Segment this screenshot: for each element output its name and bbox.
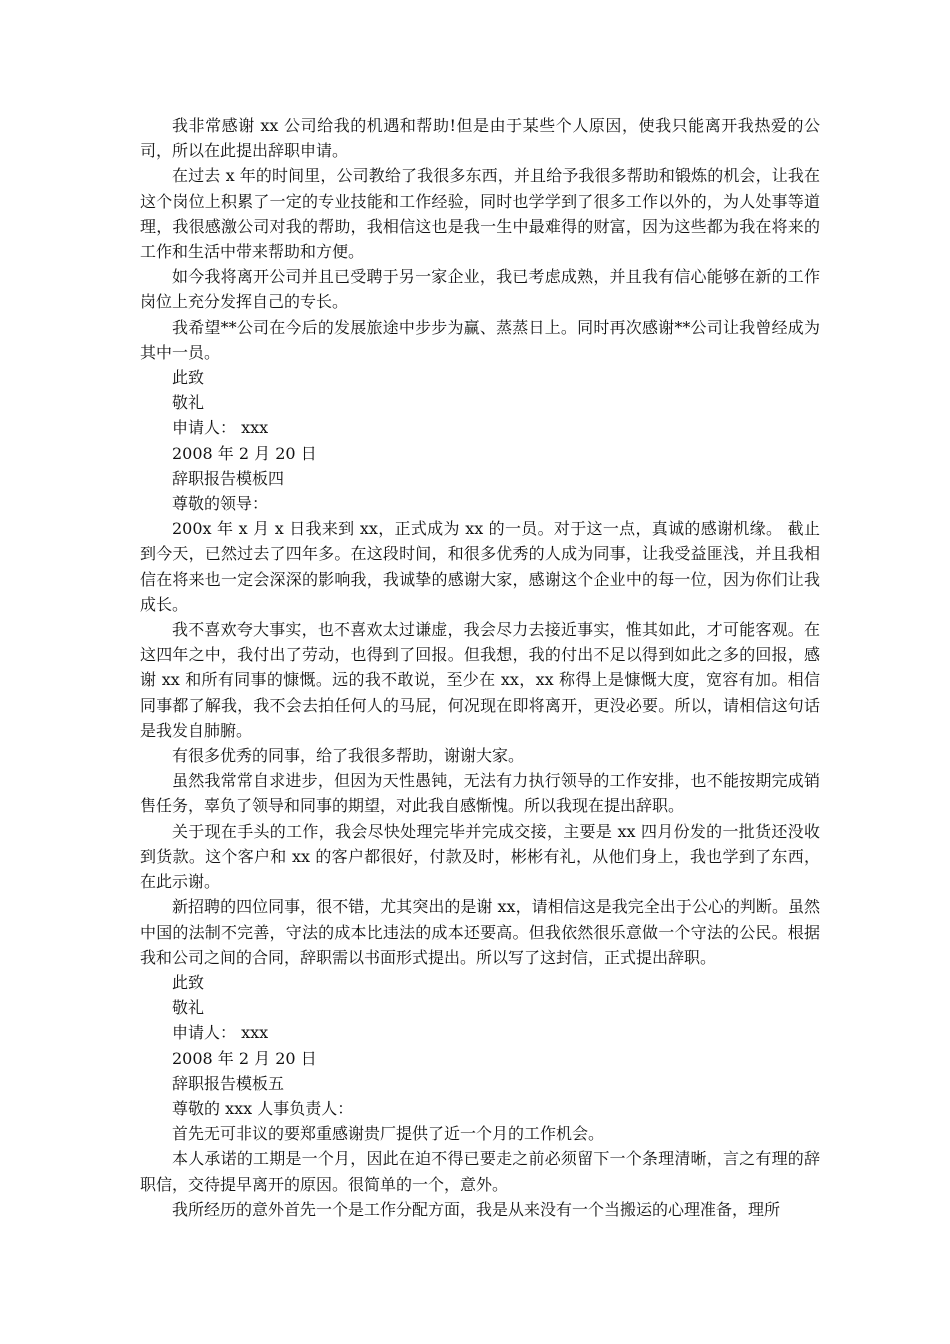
paragraph-colleagues: 有很多优秀的同事，给了我很多帮助，谢谢大家。 [172,746,525,766]
salutation-line: 尊敬的领导： [172,494,269,514]
closing-line-2: 敬礼 [172,998,205,1018]
paragraph-handover: 关于现在手头的工作，我会尽快处理完毕并完成交接，主要是 xx 四月份发的一批货还没收到货款。这个客户和 xx 的客户都很好，付款及时，彬彬有礼，从他们身上，我也学到了东西，在此示谢。 [140,821,820,892]
paragraph-thanks: 我非常感谢 xx 公司给我的机遇和帮助!但是由于某些个人原因，使我只能离开我热爱的公司，所以在此提出辞职申请。 [140,116,820,161]
closing-line-1: 此致 [172,972,205,992]
paragraph-facts: 我不喜欢夸大事实，也不喜欢太过谦虚，我会尽力去接近事实，惟其如此，才可能客观。在这四年之中，我付出了劳动，也得到了回报。但我想，我的付出不足以得到如此之多的回报，感谢 xx 和所有同事的慷慨。远的我不敢说，至少在 xx，xx 称得上是慷慨大度，宽容有加。相信同事都了解我，我不会去拍任何人的马屁，何况现在即将离开，更没必要。所以，请相信这句话是我发自肺腑。 [140,620,820,740]
closing-line-1: 此致 [172,368,205,388]
date-line: 2008 年 2 月 20 日 [172,1048,317,1068]
closing-line-2: 敬礼 [172,393,205,413]
opening-thanks-line: 首先无可非议的要郑重感谢贵厂提供了近一个月的工作机会。 [172,1124,605,1144]
paragraph-new-job: 如今我将离开公司并且已受聘于另一家企业，我已考虑成熟，并且我有信心能够在新的工作岗位上充分发挥自己的专长。 [140,267,820,312]
paragraph-experience: 在过去 x 年的时间里，公司教给了我很多东西，并且给予我很多帮助和锻炼的机会，让我在这个岗位上积累了一定的专业技能和工作经验，同时也学学到了很多工作以外的，为人处事等道理，我很感激公司对我的帮助，我相信这也是我一生中最难得的财富，因为这些都为我在将来的工作和生活中带来帮助和方便。 [140,166,820,262]
paragraph-wishes: 我希望**公司在今后的发展旅途中步步为赢、蒸蒸日上。同时再次感谢**公司让我曾经成为其中一员。 [140,317,820,362]
paragraph-joined: 200x 年 x 月 x 日我来到 xx，正式成为 xx 的一员。对于这一点，真诚的感谢机缘。 截止到今天，已然过去了四年多。在这段时间，和很多优秀的人成为同事，让我受益匪浅，并且我相信在将来也一定会深深的影响我，我诚挚的感谢大家，感谢这个企业中的每一位，因为你们让我成长。 [140,519,820,614]
applicant-line: 申请人： xxx [172,1023,269,1043]
applicant-line: 申请人： xxx [172,418,269,438]
paragraph-commitment: 本人承诺的工期是一个月，因此在迫不得已要走之前必须留下一个条理清晰，言之有理的辞职信，交待提早离开的原因。很简单的一个，意外。 [140,1149,820,1194]
paragraph-new-hires: 新招聘的四位同事，很不错，尤其突出的是谢 xx，请相信这是我完全出于公心的判断。虽然中国的法制不完善，守法的成本比违法的成本还要高。但我依然很乐意做一个守法的公民。根据我和公司之间的合同，辞职需以书面形式提出。所以写了这封信，正式提出辞职。 [140,897,820,967]
document-page [140,113,820,1222]
paragraph-accident: 我所经历的意外首先一个是工作分配方面，我是从来没有一个当搬运的心理准备，理所 [172,1199,781,1219]
salutation-line: 尊敬的 xxx 人事负责人： [172,1098,354,1118]
date-line: 2008 年 2 月 20 日 [172,443,317,463]
section-title-template-4: 辞职报告模板四 [172,468,285,488]
section-title-template-5: 辞职报告模板五 [172,1073,285,1093]
paragraph-self-reflection: 虽然我常常自求进步，但因为天性愚钝，无法有力执行领导的工作安排，也不能按期完成销售任务，辜负了领导和同事的期望，对此我自感惭愧。所以我现在提出辞职。 [140,771,820,816]
